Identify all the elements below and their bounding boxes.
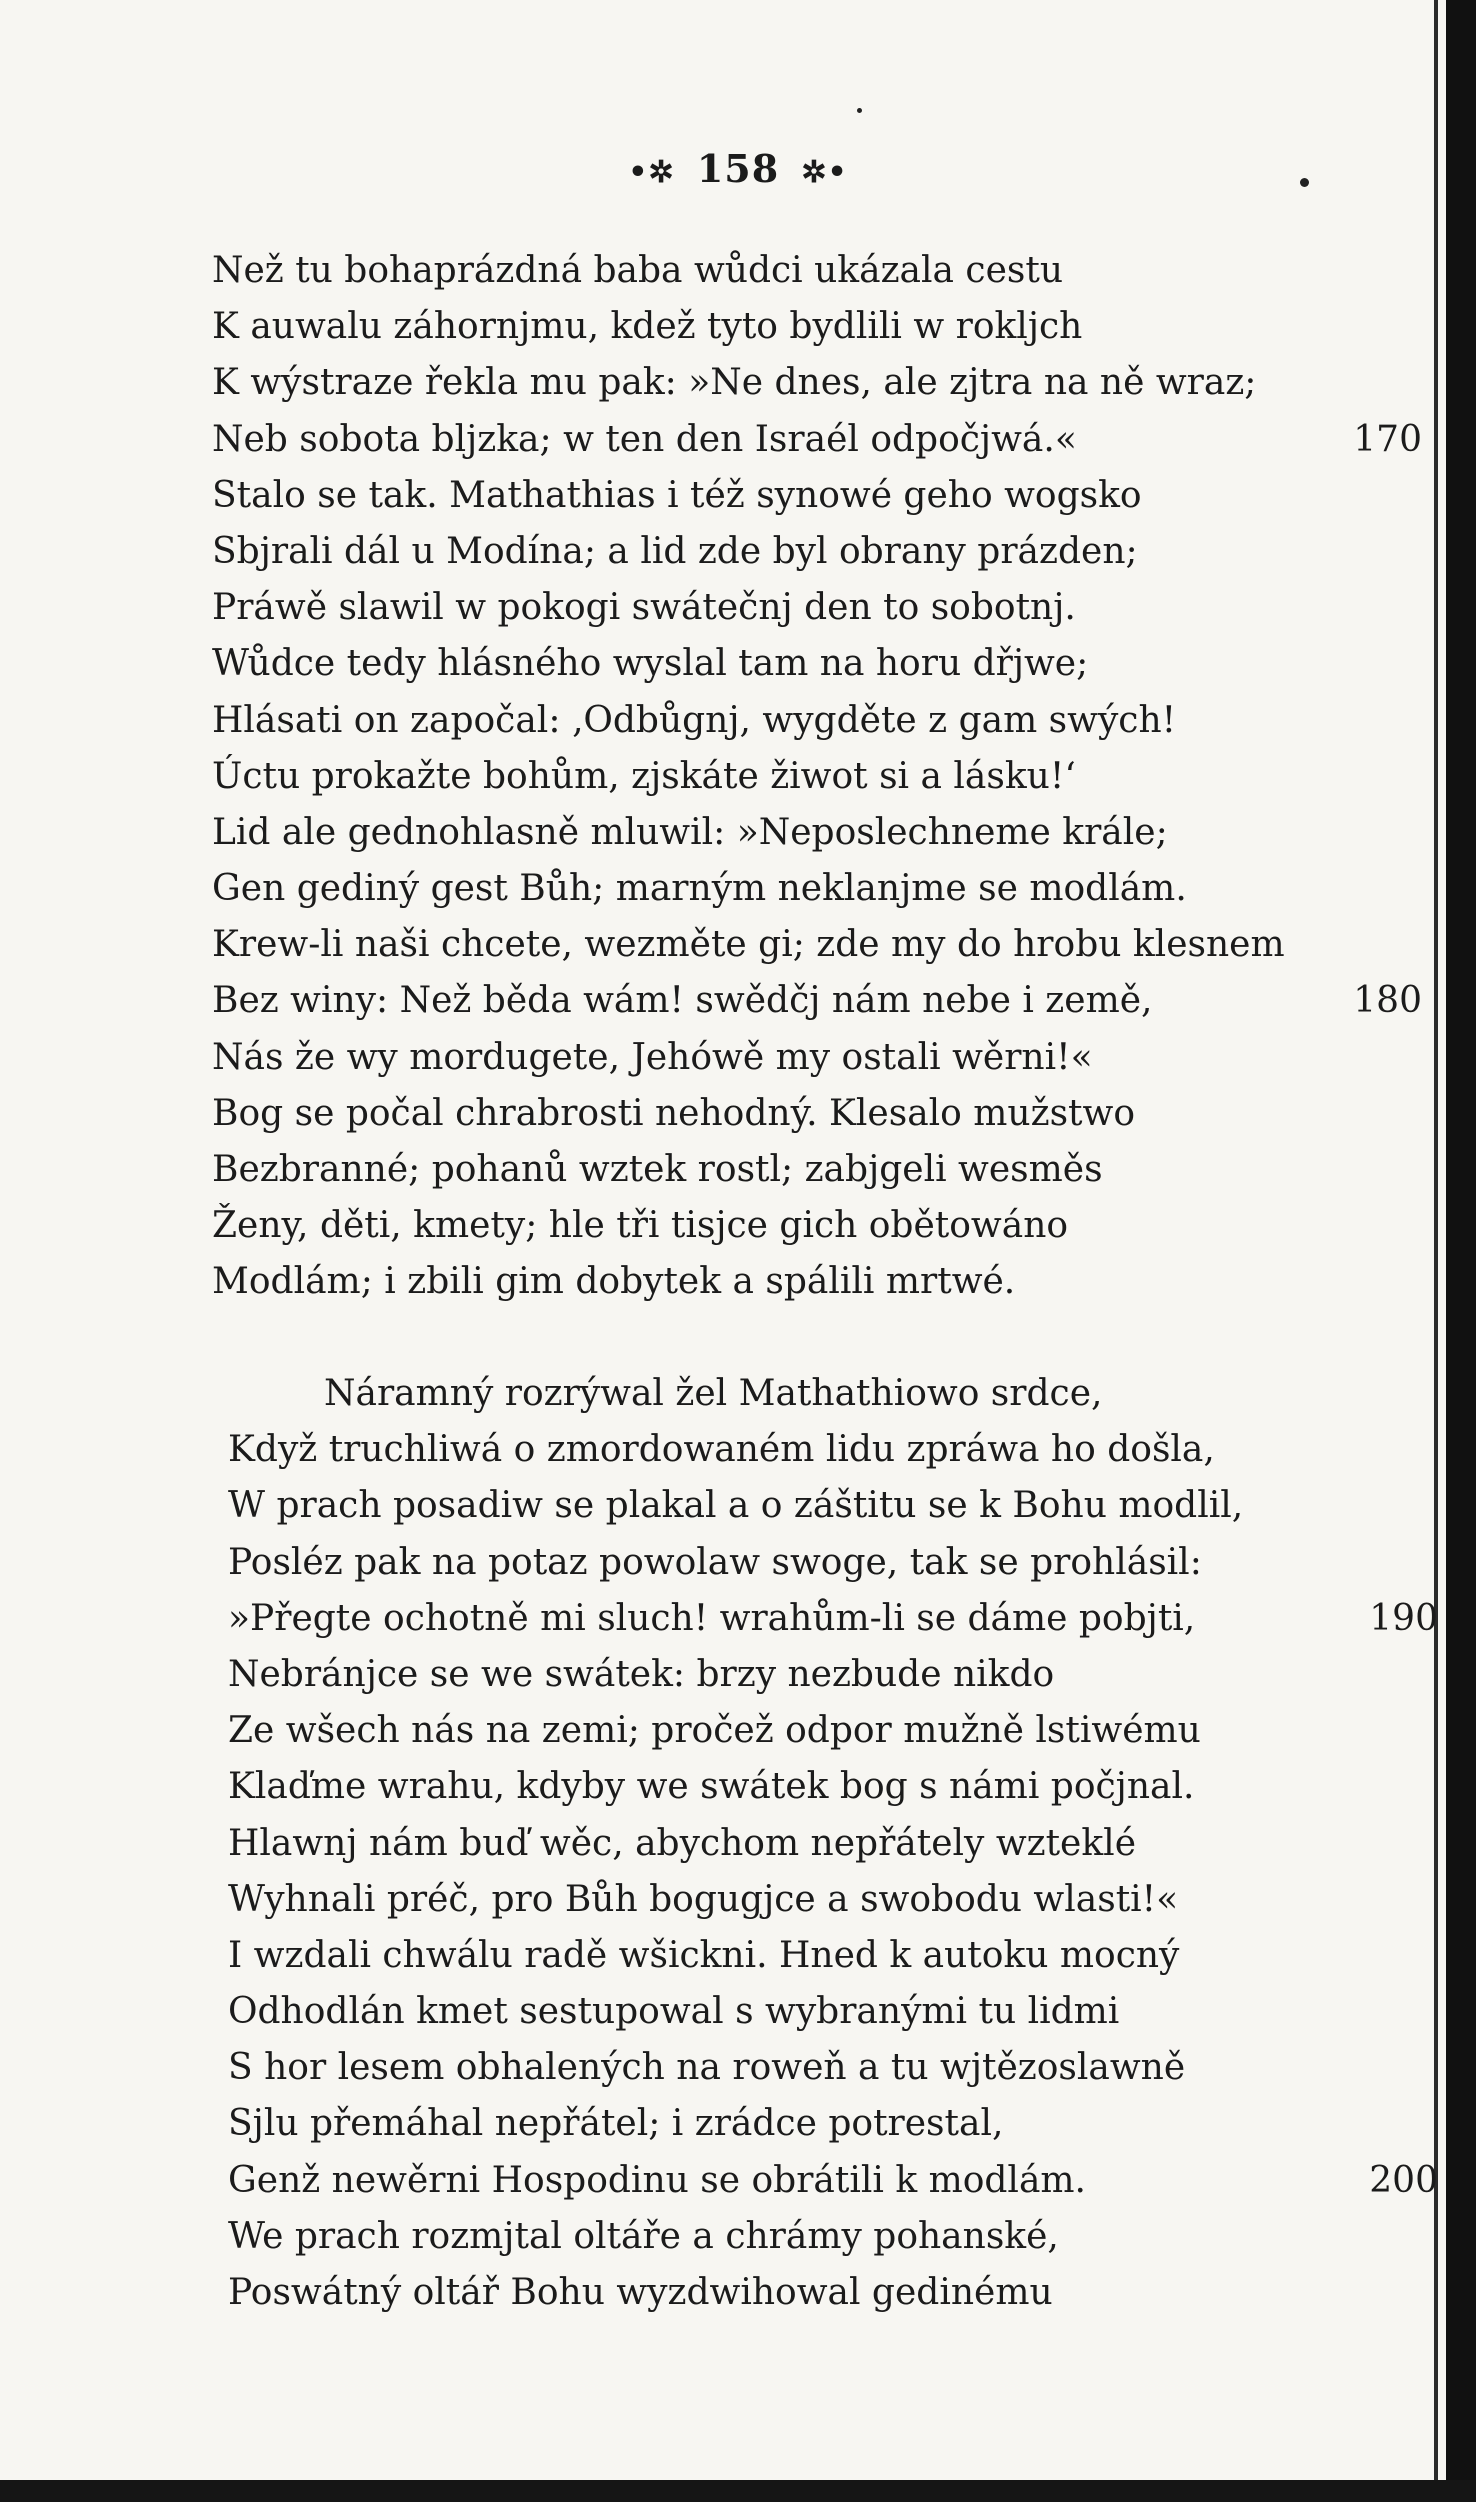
verse-line bbox=[212, 973, 1422, 1029]
verse-text: Nás že wy mordugete, Jehówě my ostali wěrni!« bbox=[212, 1036, 1093, 1078]
verse-text: »Přegte ochotně mi sluch! wrahům-li se dáme pobjti, bbox=[228, 1597, 1196, 1639]
verse-line bbox=[212, 412, 1422, 468]
line-number: 170 bbox=[1353, 418, 1422, 460]
verse-line bbox=[212, 1030, 1422, 1086]
scan-edge-right bbox=[1446, 0, 1476, 2502]
verse-text: Bez winy: Než běda wám! swědčj nám nebe i země, bbox=[212, 980, 1153, 1022]
verse-text: We prach rozmjtal oltáře a chrámy pohanské, bbox=[228, 2215, 1059, 2257]
verse-line bbox=[212, 468, 1422, 524]
verse-line bbox=[212, 299, 1422, 355]
verse-line bbox=[228, 1366, 1438, 1422]
verse-text: Ženy, děti, kmety; hle tři tisjce gich obětowáno bbox=[212, 1205, 1069, 1247]
line-number: 180 bbox=[1353, 980, 1422, 1022]
ornament-left-icon: •✲ bbox=[628, 155, 675, 190]
verse-text: Odhodlán kmet sestupowal s wybranými tu lidmi bbox=[228, 1991, 1120, 2033]
verse-text: Lid ale gednohlasně mluwil: »Neposlechneme krále; bbox=[212, 811, 1168, 853]
verse-line bbox=[212, 524, 1422, 580]
verse-text: Stalo se tak. Mathathias i též synowé geho wogsko bbox=[212, 474, 1142, 516]
verse-text: Neb sobota bljzka; w ten den Israél odpočjwá.« bbox=[212, 418, 1077, 460]
verse-line bbox=[228, 1984, 1438, 2040]
verse-text: Gen gediný gest Bůh; marným neklanjme se modlám. bbox=[212, 868, 1187, 910]
verse-line bbox=[228, 2096, 1438, 2152]
verse-line bbox=[212, 1142, 1422, 1198]
verse-line bbox=[228, 1591, 1438, 1647]
stanza-2 bbox=[228, 1366, 1438, 2321]
verse-line bbox=[228, 1816, 1438, 1872]
verse-line bbox=[228, 1759, 1438, 1815]
verse-line bbox=[212, 693, 1422, 749]
ornament-right-icon: ✲• bbox=[801, 155, 848, 190]
verse-text: K wýstraze řekla mu pak: »Ne dnes, ale zjtra na ně wraz; bbox=[212, 362, 1257, 404]
verse-text: Bog se počal chrabrosti nehodný. Klesalo mužstwo bbox=[212, 1092, 1136, 1134]
verse-text: Modlám; i zbili gim dobytek a spálili mrtwé. bbox=[212, 1261, 1016, 1303]
line-number: 200 bbox=[1369, 2159, 1438, 2201]
verse-line bbox=[228, 2265, 1438, 2321]
verse-text: K auwalu záhornjmu, kdež tyto bydlili w rokljch bbox=[212, 306, 1083, 348]
verse-line bbox=[228, 1478, 1438, 1534]
verse-text: Práwě slawil w pokogi swátečnj den to sobotnj. bbox=[212, 587, 1076, 629]
verse-text: Poswátný oltář Bohu wyzdwihowal gedinému bbox=[228, 2272, 1053, 2313]
verse-line bbox=[228, 1928, 1438, 1984]
verse-line bbox=[228, 1647, 1438, 1703]
verse-line bbox=[212, 805, 1422, 861]
scan-edge-bottom bbox=[0, 2480, 1476, 2502]
verse-line bbox=[212, 580, 1422, 636]
verse-line bbox=[228, 2040, 1438, 2096]
verse-text: Náramný rozrýwal žel Mathathiowo srdce, bbox=[324, 1373, 1103, 1414]
verse-text: Klaďme wrahu, kdyby we swátek bog s námi počjnal. bbox=[228, 1766, 1195, 1808]
verse-text: Hlásati on započal: ‚Odbůgnj, wygděte z gam swých! bbox=[212, 699, 1177, 741]
verse-line bbox=[228, 1422, 1438, 1478]
verse-line bbox=[212, 1254, 1422, 1310]
verse-text: Sjlu přemáhal nepřátel; i zrádce potrestal, bbox=[228, 2103, 1004, 2145]
verse-line bbox=[212, 917, 1422, 973]
verse-text: Když truchliwá o zmordowaném lidu zpráwa ho došla, bbox=[228, 1429, 1215, 1471]
page-number: 158 bbox=[696, 146, 780, 191]
verse-line bbox=[228, 2153, 1438, 2209]
verse-line bbox=[212, 1198, 1422, 1254]
verse-line bbox=[212, 355, 1422, 411]
verse-text: Krew-li naši chcete, wezměte gi; zde my do hrobu klesnem bbox=[212, 924, 1285, 966]
verse-text: Sbjrali dál u Modína; a lid zde byl obrany prázden; bbox=[212, 530, 1138, 572]
speck-top bbox=[857, 108, 862, 113]
line-number: 190 bbox=[1369, 1597, 1438, 1639]
verse-line bbox=[212, 243, 1422, 299]
stanza-1 bbox=[212, 243, 1422, 1311]
verse-line bbox=[228, 2209, 1438, 2265]
verse-text: Hlawnj nám buď wěc, abychom nepřátely wzteklé bbox=[228, 1822, 1136, 1864]
verse-text: Než tu bohaprázdná baba wůdci ukázala cestu bbox=[212, 250, 1064, 291]
verse-line bbox=[228, 1535, 1438, 1591]
verse-text: Wůdce tedy hlásného wyslal tam na horu dřjwe; bbox=[212, 643, 1089, 685]
verse-line bbox=[228, 1872, 1438, 1928]
verse-text: Posléz pak na potaz powolaw swoge, tak se prohlásil: bbox=[228, 1541, 1202, 1583]
verse-text: I wzdali chwálu radě wšickni. Hned k autoku mocný bbox=[228, 1934, 1180, 1976]
verse-line bbox=[212, 861, 1422, 917]
verse-text: Úctu prokažte bohům, zjskáte žiwot si a lásku!‘ bbox=[212, 755, 1076, 797]
verse-text: Wyhnali préč, pro Bůh bogugjce a swobodu wlasti!« bbox=[228, 1878, 1179, 1920]
page-header bbox=[0, 146, 1476, 191]
verse-line bbox=[212, 749, 1422, 805]
verse-text: S hor lesem obhalených na roweň a tu wjtězoslawně bbox=[228, 2047, 1186, 2089]
verse-text: Genž newěrni Hospodinu se obrátili k modlám. bbox=[228, 2159, 1086, 2201]
verse-text: Bezbranné; pohanů wztek rostl; zabjgeli wesměs bbox=[212, 1149, 1103, 1190]
verse-text: Nebránjce se we swátek: brzy nezbude nikdo bbox=[228, 1653, 1055, 1695]
verse-text: Ze wšech nás na zemi; pročež odpor mužně lstiwému bbox=[228, 1710, 1201, 1752]
verse-line bbox=[228, 1703, 1438, 1759]
verse-line bbox=[212, 1086, 1422, 1142]
verse-line bbox=[212, 636, 1422, 692]
verse-text: W prach posadiw se plakal a o záštitu se k Bohu modlil, bbox=[228, 1485, 1244, 1527]
